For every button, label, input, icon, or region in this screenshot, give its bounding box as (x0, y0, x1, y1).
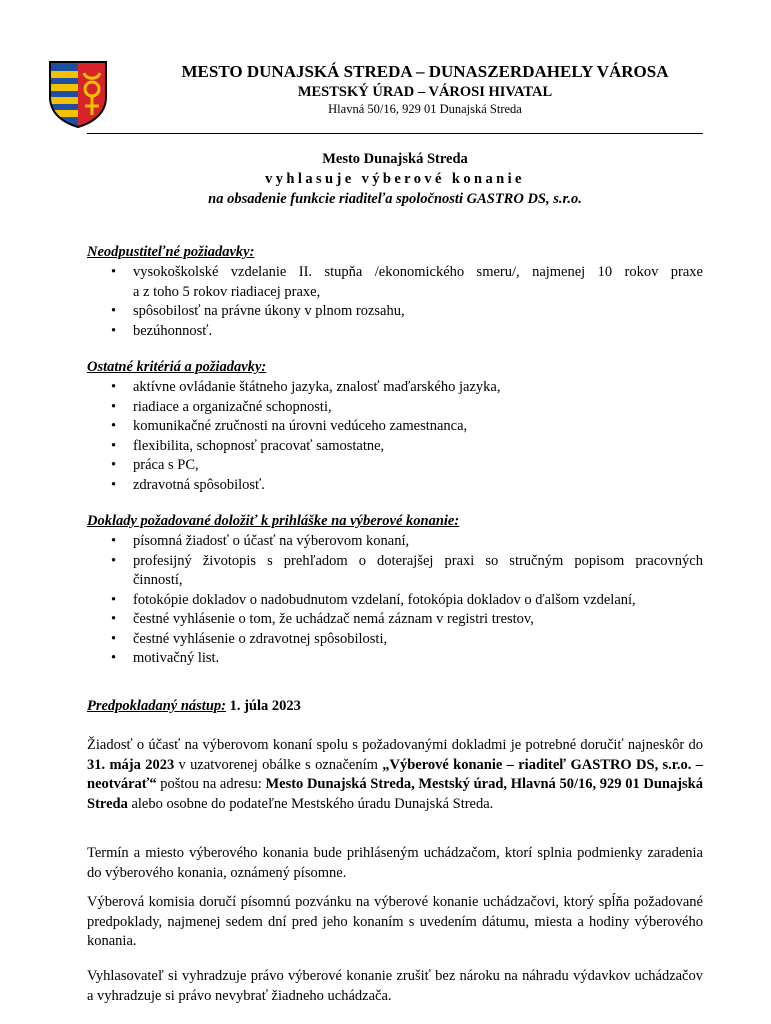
list-item-text: práca s PC, (133, 457, 199, 473)
list-item (0, 398, 771, 418)
announcement-verb: vyhlasuje výberové konanie (265, 171, 525, 187)
list-item-text: bezúhonnosť. (133, 322, 213, 339)
selection-date-paragraph: Termín a miesto výberového konania bude prihláseným uchádzačom, ktorí splnia podmienky zaradenia do výberového konania, oznámený písomne. (87, 845, 703, 881)
bullet: • (111, 418, 117, 434)
paragraph-text: Žiadosť o účasť na výberovom konaní spolu s požadovanými dokladmi je potrebné doručiť najneskôr do (87, 737, 703, 753)
office-address: Hlavná 50/16, 929 01 Dunajská Streda (328, 102, 522, 116)
section-heading-other-criteria: Ostatné kritériá a požiadavky: (87, 359, 267, 375)
city-name-heading: MESTO DUNAJSKÁ STREDA – DUNASZERDAHELY VÁROSA (181, 62, 669, 81)
postal-address: Mesto Dunajská Streda, Mestský úrad, (265, 776, 508, 792)
list-item (0, 630, 771, 650)
list-item-text: riadiace a organizačné schopnosti, (133, 398, 332, 415)
other-criteria-list (0, 378, 771, 495)
crest-stripe (50, 71, 78, 78)
list-item-text: komunikačné zručnosti na úrovni vedúceho zamestnanca, (133, 418, 468, 434)
list-item (0, 476, 771, 496)
list-item (0, 322, 771, 342)
list-item-text: fotokópie dokladov o nadobudnutom vzdelaní, fotokópia dokladov o ďalšom vzdelaní, (133, 591, 636, 608)
crest-stripe (50, 84, 78, 91)
list-item (0, 437, 771, 457)
list-item (0, 378, 771, 398)
bullet: • (111, 533, 117, 549)
list-item (0, 417, 771, 437)
bullet: • (111, 379, 117, 395)
list-item (0, 263, 771, 302)
list-item (0, 532, 771, 552)
section-heading-mandatory: Neodpustiteľné požiadavky: (87, 244, 255, 260)
application-deadline: 31. mája 2023 (87, 756, 175, 773)
expected-start-label: Predpokladaný nástup: (87, 698, 226, 714)
list-item-text: čestné vyhlásenie o tom, že uchádzač nemá záznam v registri trestov, (133, 611, 534, 627)
invitation-paragraph: Výberová komisia doručí písomnú pozvánku na výberové konanie uchádzačovi, ktorý spĺňa požadované predpoklady, najmenej sedem dní pred jeho konaním s uvedením dátumu, miesta a hodiny výberového konania. (87, 894, 703, 949)
list-item (0, 552, 771, 591)
bullet: • (111, 591, 117, 608)
list-item-text: spôsobilosť na právne úkony v plnom rozsahu, (133, 303, 405, 319)
list-item (0, 610, 771, 630)
expected-start (87, 697, 301, 717)
list-item (0, 649, 771, 669)
postal-address: Hlavná 50/16, 929 01 Dunajská Streda (87, 776, 703, 812)
expected-start-date: 1. júla 2023 (229, 698, 301, 714)
list-item-text: motivačný list. (133, 650, 220, 666)
list-item-text: činností, (133, 572, 183, 588)
crest-stripe (50, 97, 78, 104)
bullet: • (111, 552, 117, 569)
bullet: • (111, 650, 117, 666)
bullet: • (111, 630, 117, 647)
envelope-marking: „Výberové konanie – riaditeľ (382, 756, 567, 773)
list-item-text: čestné vyhlásenie o zdravotnej spôsobilosti, (133, 630, 388, 647)
list-item-text: zdravotná spôsobilosť. (133, 476, 265, 493)
application-instructions-paragraph (87, 736, 703, 814)
list-item-text: profesijný životopis s prehľadom o doterajšej praxi so stručným popisom pracovných (133, 552, 703, 569)
bullet: • (111, 322, 117, 339)
city-coat-of-arms-icon (47, 59, 109, 129)
office-name-heading: MESTSKÝ ÚRAD – VÁROSI HIVATAL (297, 84, 553, 100)
header-divider (87, 133, 703, 134)
announcement-issuer: Mesto Dunajská Streda (322, 151, 468, 167)
bullet: • (111, 264, 117, 280)
list-item-text: aktívne ovládanie štátneho jazyka, znalosť maďarského jazyka, (133, 379, 501, 395)
bullet: • (111, 437, 117, 454)
section-heading-required-documents: Doklady požadované doložiť k prihláške na výberové konanie: (87, 513, 460, 529)
list-item-text: písomná žiadosť o účasť na výberovom konaní, (133, 533, 410, 549)
announcement-purpose: na obsadenie funkcie riaditeľa spoločnosti GASTRO DS, s.r.o. (208, 191, 582, 207)
list-item-text: vysokoškolské vzdelanie II. stupňa /ekonomického smeru/, najmenej 10 rokov praxe (133, 264, 703, 280)
cancellation-right-paragraph: Vyhlasovateľ si vyhradzuje právo výberové konanie zrušiť bez nároku na náhradu výdavkov uchádzačov a vyhradzuje si právo nevybrať žiadneho uchádzača. (87, 968, 703, 1004)
bullet: • (111, 398, 117, 415)
mandatory-requirements-list (0, 263, 771, 341)
list-item (0, 456, 771, 476)
crest-red-field (78, 59, 109, 129)
list-item-text: flexibilita, schopnosť pracovať samostatne, (133, 437, 385, 454)
paragraph-text: alebo osobne do podateľne Mestského úradu Dunajská Streda. (127, 795, 494, 812)
list-item (0, 591, 771, 611)
required-documents-list (0, 532, 771, 669)
bullet: • (111, 611, 117, 627)
bullet: • (111, 476, 117, 493)
bullet: • (111, 457, 117, 473)
envelope-marking: GASTRO DS, s.r.o. – neotvárať“ (87, 756, 703, 792)
list-item (0, 302, 771, 322)
paragraph-text: poštou na adresu: (156, 776, 266, 792)
bullet: • (111, 303, 117, 319)
paragraph-text: v uzatvorenej obálke s označením (174, 756, 383, 773)
list-item-text: a z toho 5 rokov riadiacej praxe, (133, 283, 321, 300)
